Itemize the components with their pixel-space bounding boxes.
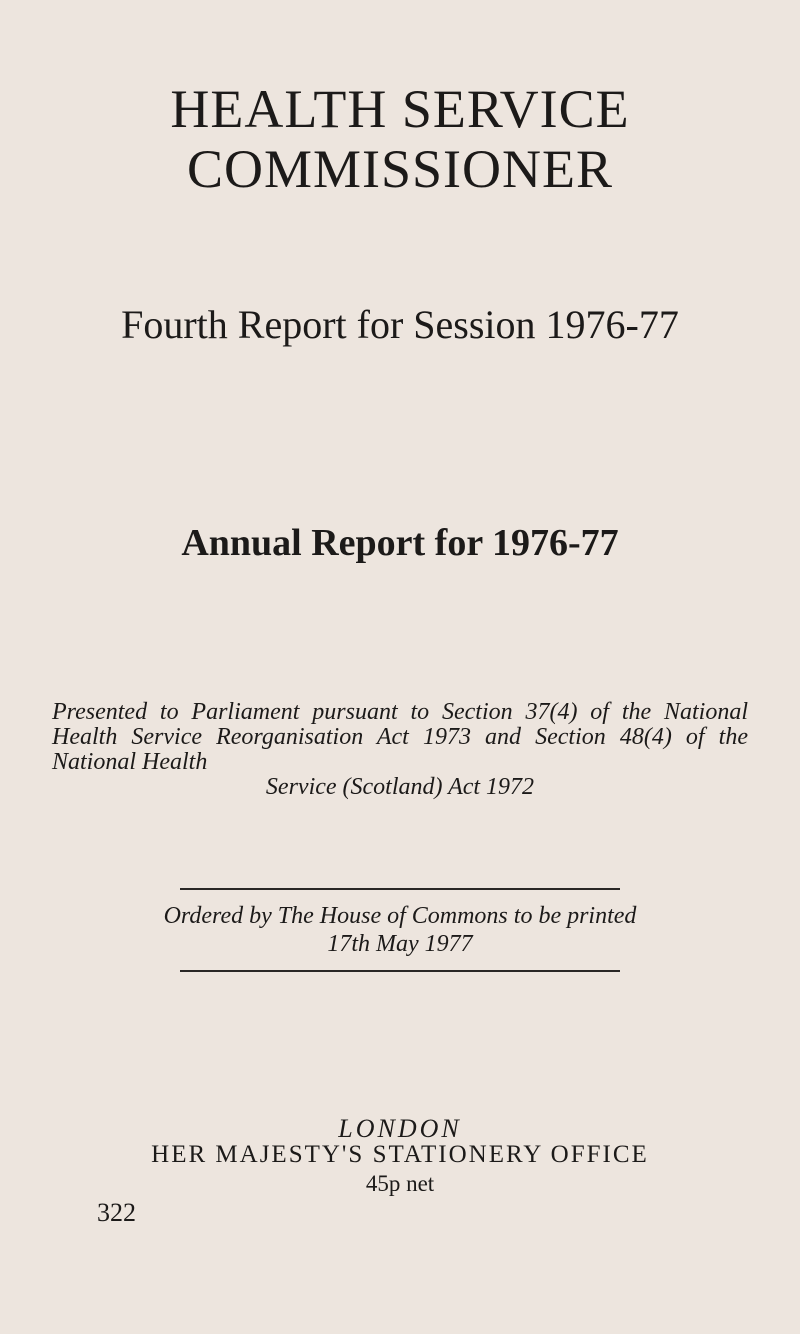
report-title: Fourth Report for Session 1976-77 [121,302,679,347]
publisher-city: LONDON [338,1114,462,1143]
presented-statement [52,700,748,800]
annual-report-title: Annual Report for 1976-77 [181,522,619,564]
title-line-1: HEALTH SERVICE [170,79,630,139]
presented-last-line: Service (Scotland) Act 1972 [265,774,535,800]
top-rule [180,888,620,890]
presented-text: Presented to Parliament pursuant to Section 37(4) of the National Health Service Reorganisation Act 1973 and Section 48(4) of the National Health [52,699,748,775]
bottom-rule [180,970,620,972]
ordered-text: Ordered by The House of Commons to be printed [163,903,637,929]
price: 45p net [365,1171,435,1196]
publisher-name: HER MAJESTY'S STATIONERY OFFICE [151,1141,649,1168]
title-line-2: COMMISSIONER [186,139,614,199]
ordered-date: 17th May 1977 [327,931,473,957]
page-number: 322 [97,1198,136,1227]
ordered-block [0,902,800,958]
